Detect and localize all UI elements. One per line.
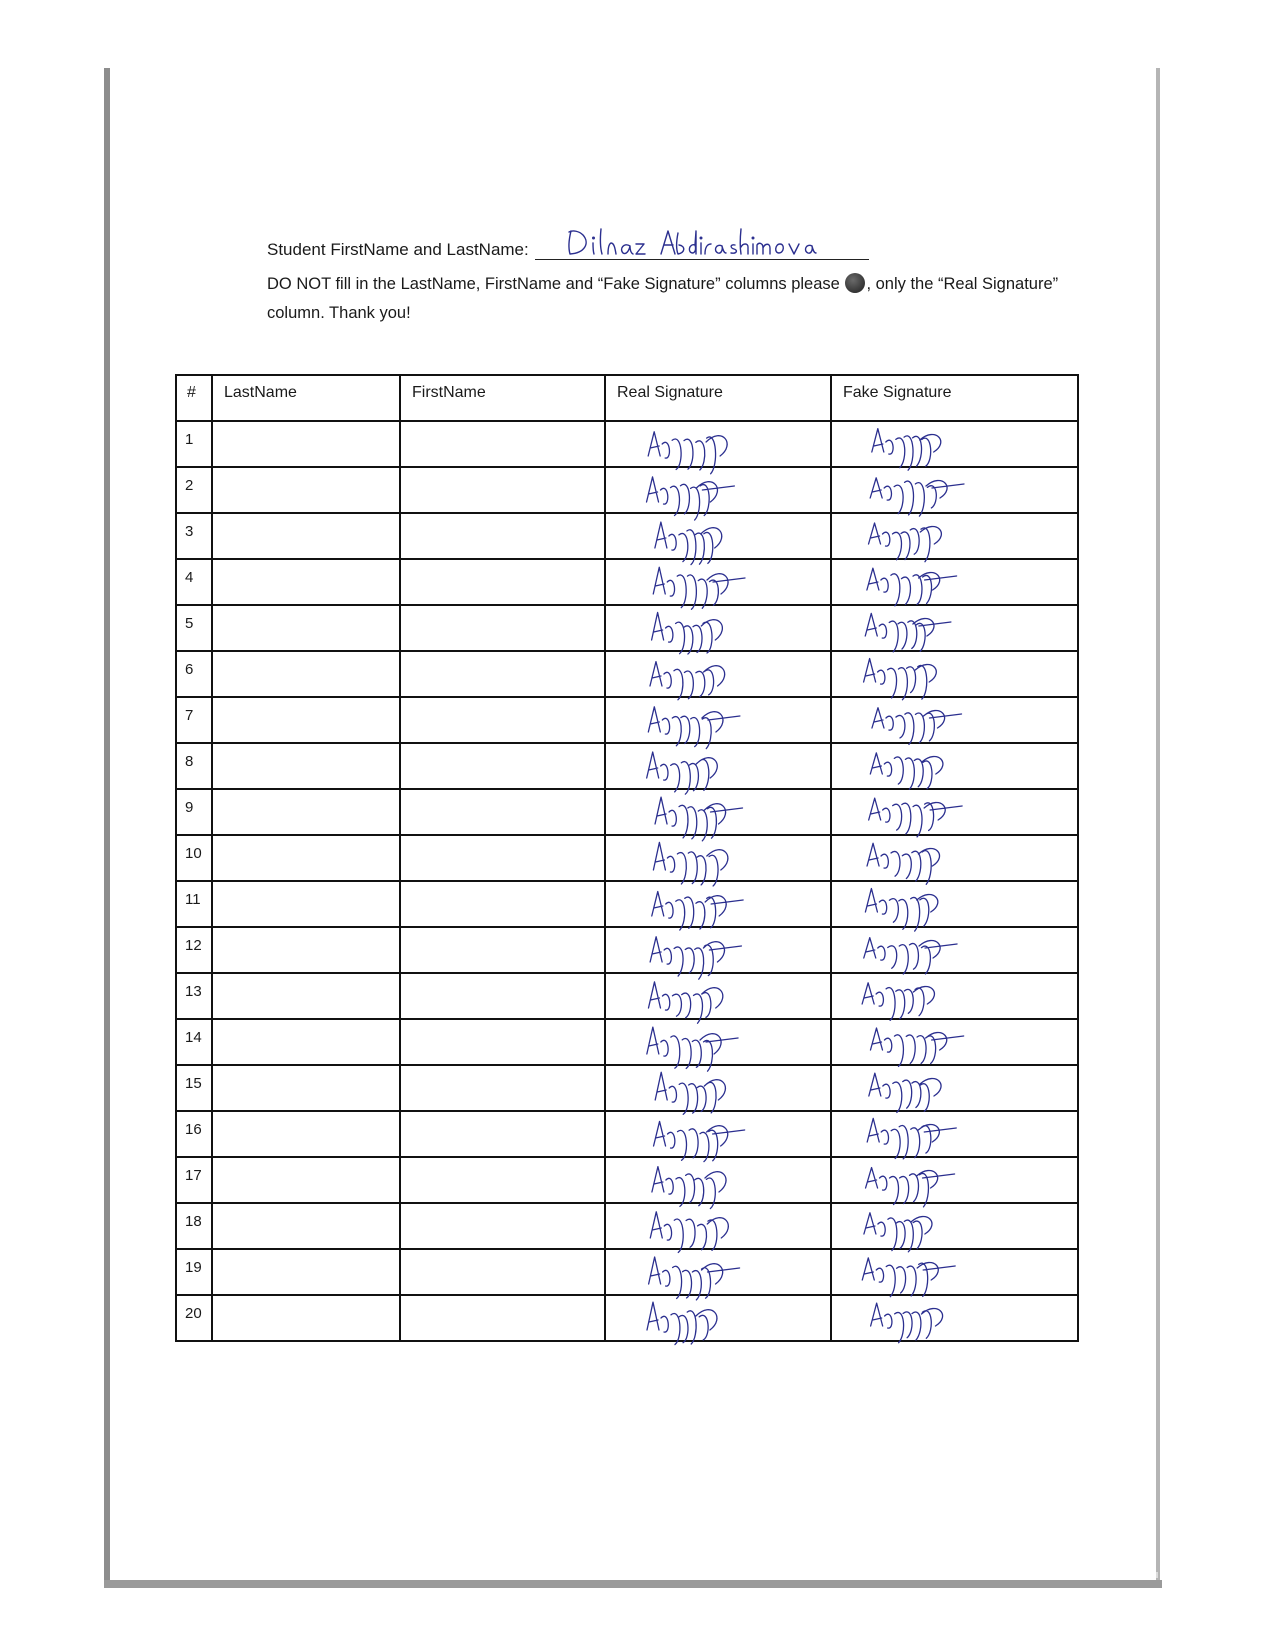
fake-signature-cell [831,467,1078,513]
header-real-signature: Real Signature [605,375,831,421]
row-number-cell [176,559,212,605]
table-row [176,1295,1078,1341]
row-number-cell [176,789,212,835]
real-signature-cell[interactable] [605,1065,831,1111]
table-row [176,927,1078,973]
table-row [176,1203,1078,1249]
table-row [176,1019,1078,1065]
real-signature-cell[interactable] [605,835,831,881]
row-number: 18 [185,1213,202,1230]
firstname-cell[interactable] [400,835,605,881]
fake-signature-cell [831,1019,1078,1065]
row-number: 14 [185,1029,202,1046]
table-row [176,881,1078,927]
table-header-row [176,375,1078,421]
row-number: 10 [185,845,202,862]
instruction-after: , only the “Real Signature” column. Thank you! [267,275,1059,322]
firstname-cell[interactable] [400,697,605,743]
lastname-cell[interactable] [212,1295,400,1341]
firstname-cell[interactable] [400,1203,605,1249]
paper-edge-bottom [104,1580,1162,1588]
row-number: 16 [185,1121,202,1138]
lastname-cell[interactable] [212,881,400,927]
real-signature-cell[interactable] [605,881,831,927]
fake-signature-cell [831,1157,1078,1203]
fake-signature-cell [831,1111,1078,1157]
row-number-cell [176,1065,212,1111]
row-number: 19 [185,1259,202,1276]
row-number-cell [176,1295,212,1341]
row-number: 15 [185,1075,202,1092]
row-number-cell [176,513,212,559]
real-signature-cell[interactable] [605,1157,831,1203]
table-row [176,513,1078,559]
firstname-cell[interactable] [400,1249,605,1295]
row-number: 4 [185,569,194,586]
row-number-cell [176,835,212,881]
firstname-cell[interactable] [400,881,605,927]
real-signature-cell[interactable] [605,743,831,789]
row-number: 20 [185,1305,202,1322]
real-signature-cell[interactable] [605,1249,831,1295]
row-number-cell [176,651,212,697]
real-signature-cell[interactable] [605,1295,831,1341]
lastname-cell[interactable] [212,513,400,559]
firstname-cell[interactable] [400,1065,605,1111]
real-signature-cell[interactable] [605,789,831,835]
lastname-cell[interactable] [212,421,400,467]
real-signature-cell[interactable] [605,697,831,743]
sad-face-icon [845,273,865,293]
fake-signature-cell [831,835,1078,881]
row-number: 5 [185,615,194,632]
student-name-label: Student FirstName and LastName: [267,240,529,259]
firstname-cell[interactable] [400,1157,605,1203]
fake-signature-cell [831,881,1078,927]
row-number: 6 [185,661,194,678]
fake-signature-cell [831,651,1078,697]
row-number: 11 [185,891,201,908]
row-number: 17 [185,1167,202,1184]
lastname-cell[interactable] [212,1157,400,1203]
fake-signature-cell [831,1295,1078,1341]
row-number-cell [176,605,212,651]
row-number-cell [176,1203,212,1249]
row-number-cell [176,467,212,513]
row-number: 3 [185,523,194,540]
real-signature-cell[interactable] [605,651,831,697]
instruction-before: DO NOT fill in the LastName, FirstName and “Fake Signature” columns please [267,275,840,293]
instructions-text [267,270,1067,328]
real-signature-cell[interactable] [605,973,831,1019]
firstname-cell[interactable] [400,605,605,651]
fake-signature-cell [831,1203,1078,1249]
table-row [176,1111,1078,1157]
firstname-cell[interactable] [400,559,605,605]
real-signature-cell[interactable] [605,1203,831,1249]
firstname-cell[interactable] [400,743,605,789]
row-number: 1 [185,431,194,448]
firstname-cell[interactable] [400,1295,605,1341]
table-row [176,1065,1078,1111]
table-row [176,973,1078,1019]
header-firstname: FirstName [400,375,605,421]
handwritten-student-name [535,223,869,261]
paper-edge-right [1156,68,1160,1588]
fake-signature-cell [831,697,1078,743]
real-signature-cell[interactable] [605,421,831,467]
table-row [176,1249,1078,1295]
row-number: 12 [185,937,202,954]
fake-signature-cell [831,1249,1078,1295]
real-signature-cell[interactable] [605,605,831,651]
table-row [176,559,1078,605]
row-number-cell [176,743,212,789]
row-number-cell [176,1249,212,1295]
fake-signature-cell [831,559,1078,605]
lastname-cell[interactable] [212,605,400,651]
lastname-cell[interactable] [212,1203,400,1249]
firstname-cell[interactable] [400,789,605,835]
table-row [176,605,1078,651]
table-row [176,697,1078,743]
lastname-cell[interactable] [212,559,400,605]
row-number: 13 [185,983,202,1000]
real-signature-cell[interactable] [605,513,831,559]
lastname-cell[interactable] [212,1249,400,1295]
lastname-cell[interactable] [212,973,400,1019]
lastname-cell[interactable] [212,1111,400,1157]
row-number-cell [176,697,212,743]
table-row [176,743,1078,789]
lastname-cell[interactable] [212,467,400,513]
header-lastname: LastName [212,375,400,421]
row-number: 2 [185,477,194,494]
lastname-cell[interactable] [212,697,400,743]
header-number: # [176,375,212,421]
table-row [176,1157,1078,1203]
table-row [176,789,1078,835]
fake-signature-cell [831,605,1078,651]
table-body [176,421,1078,1341]
signature-table [175,374,1079,1342]
row-number-cell [176,973,212,1019]
row-number-cell [176,1019,212,1065]
row-number-cell [176,881,212,927]
real-signature-cell[interactable] [605,559,831,605]
row-number-cell [176,927,212,973]
firstname-cell[interactable] [400,1019,605,1065]
real-signature-cell[interactable] [605,927,831,973]
firstname-cell[interactable] [400,651,605,697]
real-signature-cell[interactable] [605,467,831,513]
table-row [176,835,1078,881]
real-signature-cell[interactable] [605,1019,831,1065]
lastname-cell[interactable] [212,789,400,835]
table-row [176,467,1078,513]
fake-signature-cell [831,973,1078,1019]
fake-signature-cell [831,421,1078,467]
lastname-cell[interactable] [212,651,400,697]
table-row [176,421,1078,467]
student-name-line [267,226,869,260]
fake-signature-cell [831,743,1078,789]
real-signature-cell[interactable] [605,1111,831,1157]
lastname-cell[interactable] [212,835,400,881]
firstname-cell[interactable] [400,421,605,467]
row-number-cell [176,1111,212,1157]
row-number: 8 [185,753,194,770]
firstname-cell[interactable] [400,973,605,1019]
lastname-cell[interactable] [212,743,400,789]
lastname-cell[interactable] [212,1065,400,1111]
fake-signature-cell [831,513,1078,559]
fake-signature-cell [831,789,1078,835]
header-fake-signature: Fake Signature [831,375,1078,421]
fake-signature-cell [831,927,1078,973]
row-number: 9 [185,799,194,816]
lastname-cell[interactable] [212,1019,400,1065]
firstname-cell[interactable] [400,513,605,559]
firstname-cell[interactable] [400,467,605,513]
row-number-cell [176,1157,212,1203]
firstname-cell[interactable] [400,927,605,973]
fake-signature-cell [831,1065,1078,1111]
lastname-cell[interactable] [212,927,400,973]
row-number: 7 [185,707,194,724]
firstname-cell[interactable] [400,1111,605,1157]
student-name-field[interactable] [535,223,869,260]
row-number-cell [176,421,212,467]
table-row [176,651,1078,697]
